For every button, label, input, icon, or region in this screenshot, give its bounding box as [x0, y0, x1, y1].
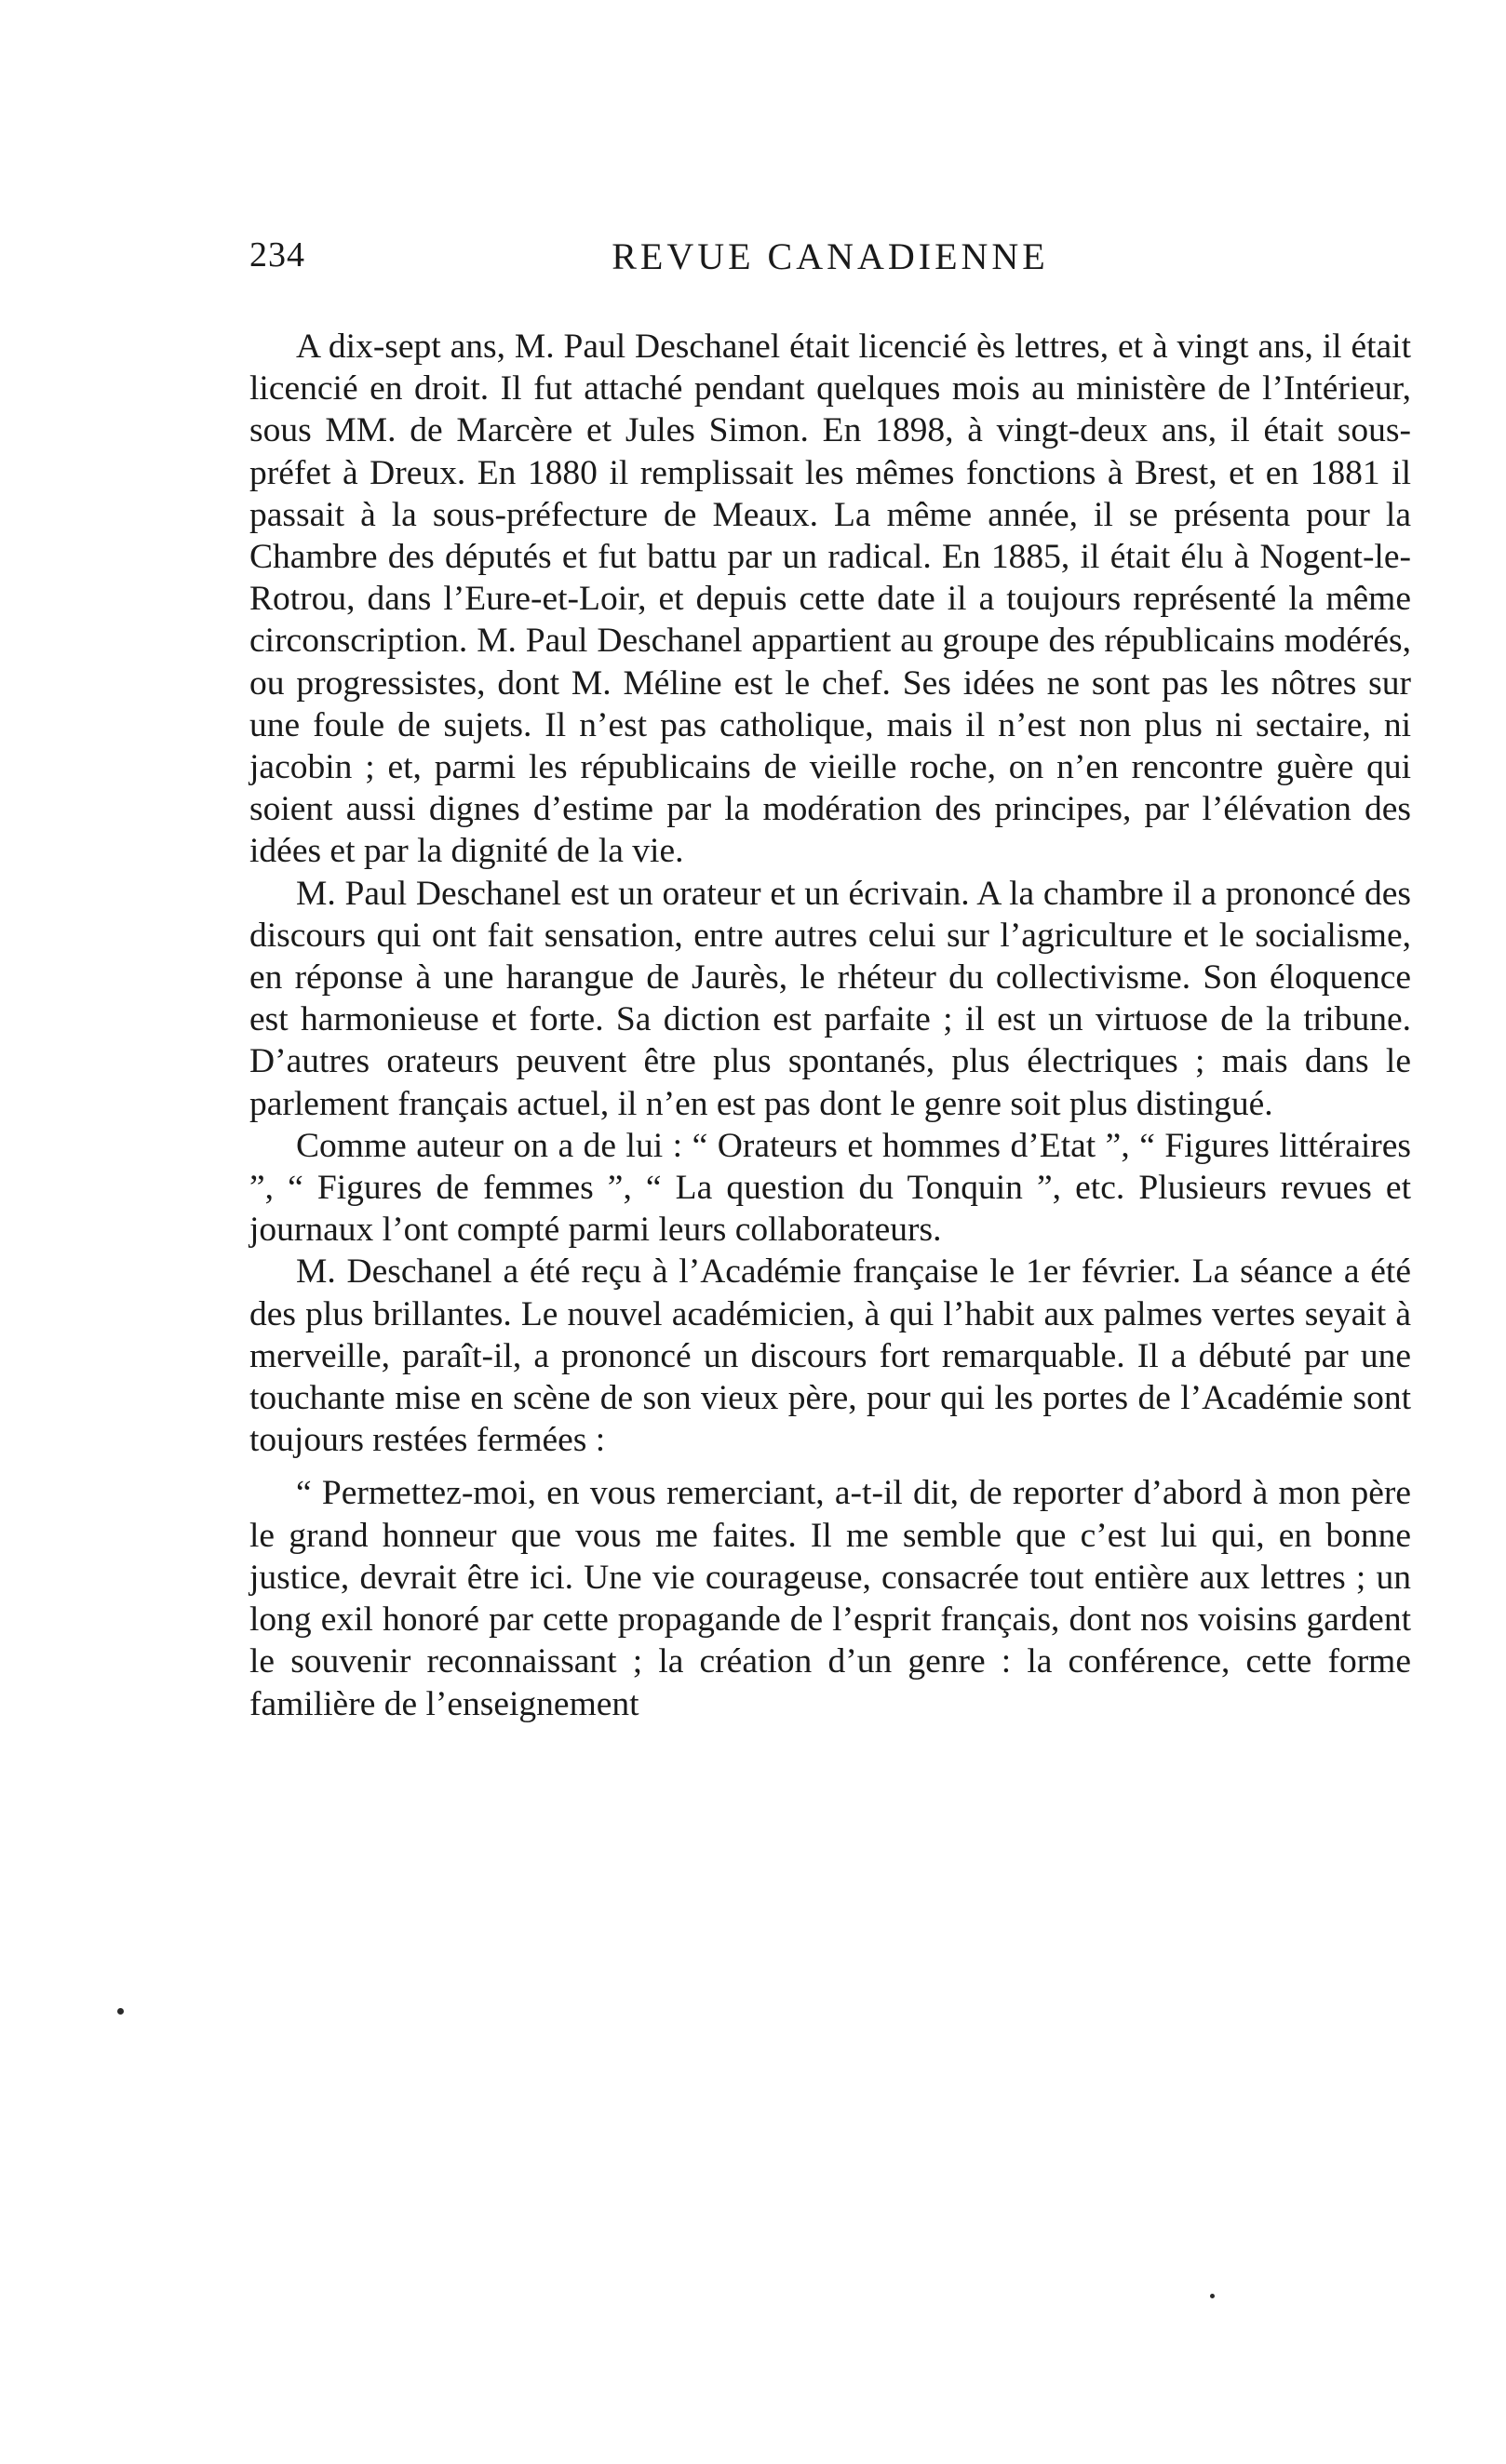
page-number: 234 — [249, 235, 305, 275]
margin-speck — [1210, 2294, 1215, 2298]
paragraph-4: M. Deschanel a été reçu à l’Académie française le 1er février. La séance a été des plus brillantes. Le nouvel académicien, à qui l’habit aux palmes vertes seyait à merveille, paraît-il, a prononcé un discours fort remarquable. Il a débuté par une touchante mise en scène de son vieux père, pour qui les portes de l’Académie sont toujours restées fermées : — [249, 1252, 1411, 1460]
running-title: REVUE CANADIENNE — [612, 235, 1049, 277]
margin-speck — [117, 2008, 124, 2015]
paragraph-quote: “ Permettez-moi, en vous remerciant, a-t-il dit, de reporter d’abord à mon père le grand honneur que vous me faites. Il me semble que c’est lui qui, en bonne justice, devrait être ici. Une vie courageuse, consacrée tout entière aux lettres ; un long exil honoré par cette propagande de l’esprit français, dont nos voisins gardent le souvenir reconnaissant ; la création d’un genre : la conférence, cette forme familière de l’enseignement — [249, 1474, 1411, 1723]
paragraph-1: A dix-sept ans, M. Paul Deschanel était licencié ès lettres, et à vingt ans, il était licencié en droit. Il fut attaché pendant quelques mois au ministère de l’Intérieur, sous MM. de Marcère et Jules Simon. En 1898, à vingt-deux ans, il était sous-préfet à Dreux. En 1880 il remplissait les mêmes fonctions à Brest, et en 1881 il passait à la sous-préfecture de Meaux. La même année, il se présenta pour la Chambre des députés et fut battu par un radical. En 1885, il était élu à Nogent-le-Rotrou, dans l’Eure-et-Loir, et depuis cette date il a toujours représenté la même circonscription. M. Paul Deschanel appartient au groupe des républicains modérés, ou progressistes, dont M. Méline est le chef. Ses idées ne sont pas les nôtres sur une foule de sujets. Il n’est pas catholique, mais il n’est non plus ni sectaire, ni jacobin ; et, parmi les républicains de vieille roche, on n’en rencontre guère qui soient aussi dignes d’estime par la modération des principes, par l’élévation des idées et par la dignité de la vie. — [249, 328, 1411, 871]
paragraph-2: M. Paul Deschanel est un orateur et un écrivain. A la chambre il a prononcé des discours qui ont fait sensation, entre autres celui sur l’agriculture et le socialisme, en réponse à une harangue de Jaurès, le rhéteur du collectivisme. Son éloquence est harmonieuse et forte. Sa diction est parfaite ; il est un virtuose de la tribune. D’autres orateurs peuvent être plus spontanés, plus électriques ; mais dans le parlement français actuel, il n’en est pas dont le genre soit plus distingué. — [249, 874, 1411, 1123]
paragraph-3: Comme auteur on a de lui : “ Orateurs et hommes d’Etat ”, “ Figures littéraires ”, “ Figures de femmes ”, “ La question du Tonquin ”, etc. Plusieurs revues et journaux l’ont compté parmi leurs collaborateurs. — [249, 1126, 1411, 1250]
running-head — [249, 234, 1411, 290]
body-text — [249, 326, 1411, 1725]
